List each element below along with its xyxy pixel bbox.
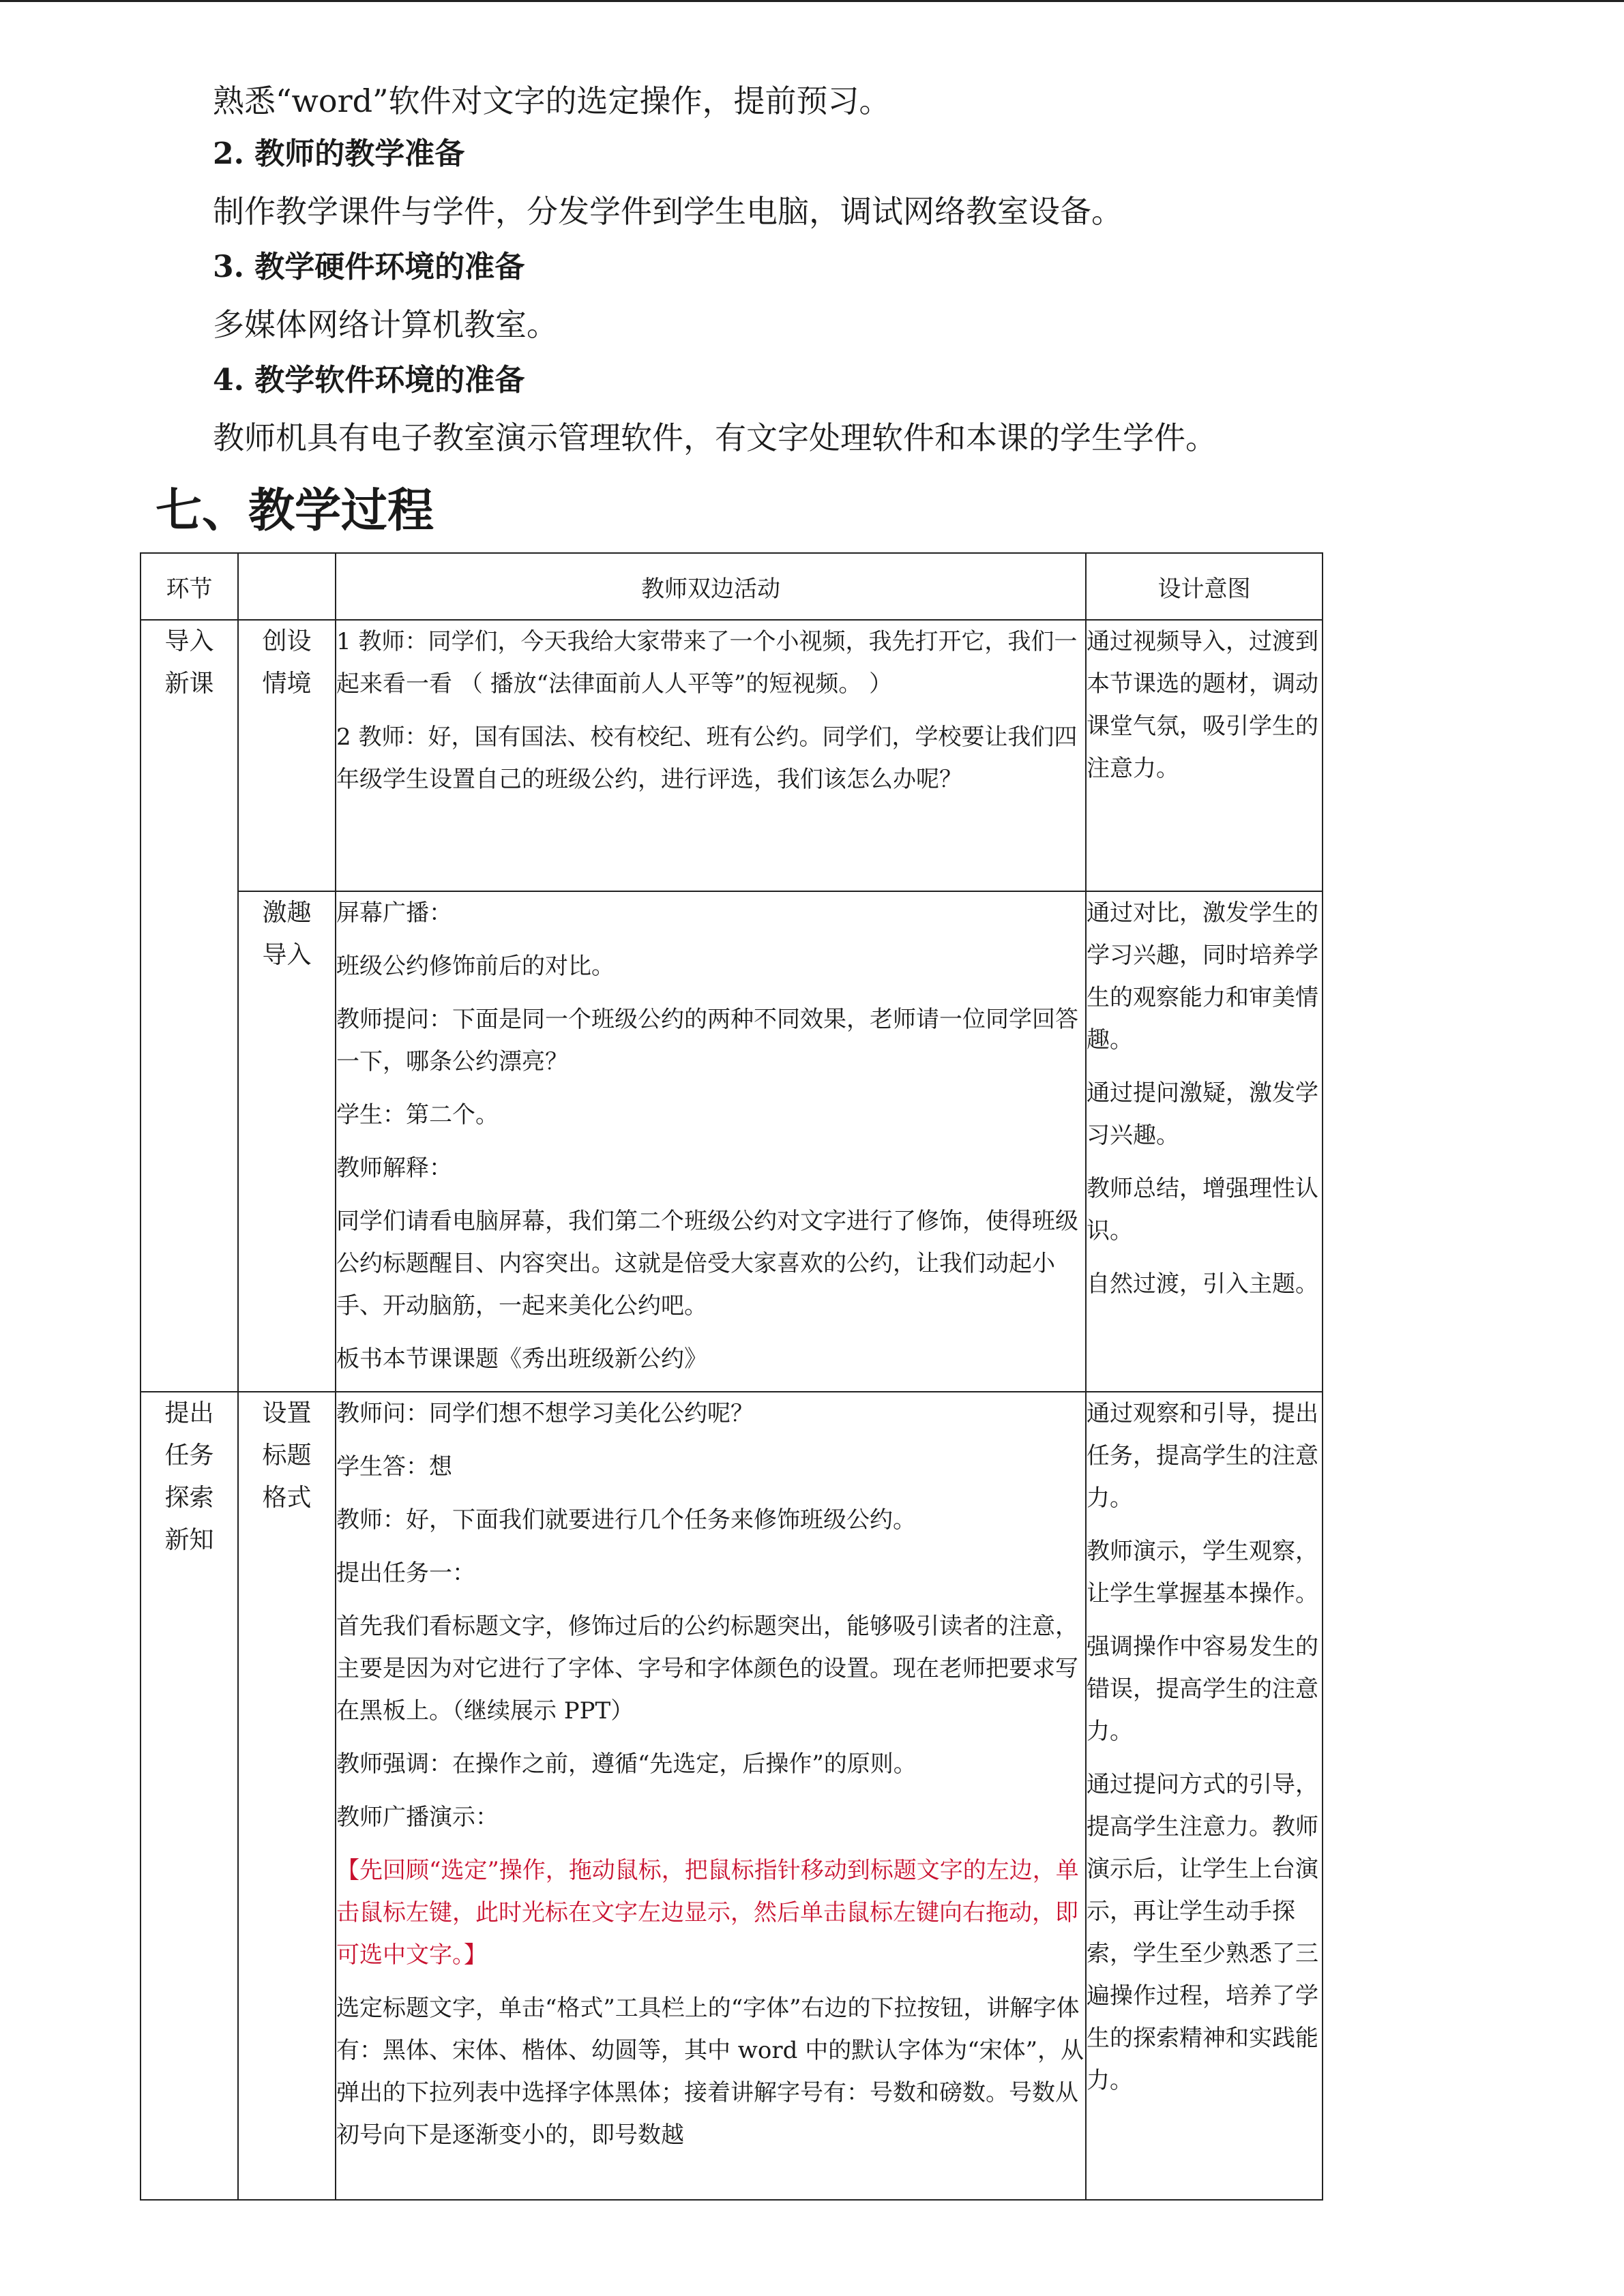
sub-text: 情境 — [262, 670, 312, 698]
intent-paragraph: 通过观察和引导，提出任务，提高学生的注意力。 — [1087, 1400, 1318, 1512]
intent-paragraph: 通过视频导入，过渡到本节课选的题材，调动课堂气氛，吸引学生的注意力。 — [1087, 628, 1318, 782]
activity-cell-3 — [336, 1392, 1086, 2200]
sub-text: 导入 — [262, 941, 312, 969]
heading-teacher-prep: 2. 教师的教学准备 — [213, 136, 465, 171]
stage-text: 探索 — [164, 1484, 214, 1512]
sub-text: 标题 — [262, 1442, 312, 1470]
sub-text: 设置 — [262, 1399, 312, 1427]
activity-paragraph: 教师提问：下面是同一个班级公约的两种不同效果，老师请一位同学回答一下，哪条公约漂亮？ — [336, 1006, 1078, 1075]
activity-paragraph: 学生：第二个。 — [336, 1101, 499, 1129]
intent-paragraph: 通过对比，激发学生的学习兴趣，同时培养学生的观察能力和审美情趣。 — [1087, 899, 1318, 1054]
table-row — [141, 620, 1323, 891]
activity-paragraph: 学生答：想 — [336, 1453, 452, 1480]
header-intent: 设计意图 — [1086, 553, 1323, 620]
activity-cell-2 — [336, 891, 1086, 1392]
activity-paragraph: 教师强调：在操作之前，遵循“先选定，后操作”的原则。 — [336, 1750, 917, 1778]
activity-paragraph: 1 教师：同学们，今天我给大家带来了一个小视频，我先打开它，我们一起来看一看 （ 播放“法律面前人人平等”的短视频。 ） — [336, 628, 1078, 698]
intent-paragraph: 教师演示，学生观察，让学生掌握基本操作。 — [1087, 1538, 1318, 1607]
table-row — [141, 1392, 1323, 2200]
heading-hardware-prep: 3. 教学硬件环境的准备 — [213, 250, 525, 284]
header-stage: 环节 — [141, 553, 238, 620]
stage-text: 提出 — [164, 1399, 214, 1427]
intent-paragraph: 强调操作中容易发生的错误，提高学生的注意力。 — [1087, 1633, 1318, 1745]
activity-paragraph: 教师：好，下面我们就要进行几个任务来修饰班级公约。 — [336, 1506, 916, 1534]
activity-paragraph: 选定标题文字，单击“格式”工具栏上的“字体”右边的下拉按钮，讲解字体有：黑体、宋体、楷体、幼圆等，其中 word 中的默认字体为“宋体”，从弹出的下拉列表中选择字体黑体；接着讲解字号有：号数和磅数。号数从初号向下是逐渐变小的，即号数越 — [336, 1995, 1084, 2149]
intent-cell-3 — [1086, 1392, 1323, 2200]
intent-paragraph: 教师总结，增强理性认识。 — [1087, 1175, 1318, 1244]
prep-line-4: 教师机具有电子教室演示管理软件，有文字处理软件和本课的学生学件。 — [213, 419, 1217, 456]
table-header-row — [141, 553, 1323, 620]
activity-cell-1 — [336, 620, 1086, 891]
header-sub — [238, 553, 336, 620]
activity-paragraph: 板书本节课课题《秀出班级新公约》 — [336, 1345, 707, 1373]
stage-text: 新课 — [164, 670, 214, 698]
sub-text: 格式 — [262, 1484, 312, 1512]
activity-paragraph: 提出任务一： — [336, 1560, 475, 1587]
intent-cell-1 — [1086, 620, 1323, 891]
activity-paragraph: 班级公约修饰前后的对比。 — [336, 953, 615, 980]
header-activity: 教师双边活动 — [336, 553, 1086, 620]
table-row — [141, 891, 1323, 1392]
intent-cell-2 — [1086, 891, 1323, 1392]
intent-paragraph: 通过提问方式的引导，提高学生注意力。教师演示后，让学生上台演示，再让学生动手探索，学生至少熟悉了三遍操作过程，培养了学生的探索精神和实践能力。 — [1087, 1771, 1318, 2094]
heading-software-prep: 4. 教学软件环境的准备 — [213, 363, 525, 398]
activity-paragraph: 2 教师：好，国有国法、校有校纪、班有公约。同学们，学校要让我们四年级学生设置自己的班级公约，进行评选，我们该怎么办呢？ — [336, 724, 1078, 793]
sub-cell-title-format — [238, 1392, 336, 2200]
sub-text: 创设 — [262, 627, 312, 655]
section-title: 七、教学过程 — [156, 484, 434, 538]
sub-text: 激趣 — [262, 899, 312, 927]
sub-cell-scenario — [238, 620, 336, 891]
teaching-process-table — [140, 552, 1323, 2201]
prep-line-3: 多媒体网络计算机教室。 — [213, 306, 558, 343]
activity-paragraph: 首先我们看标题文字，修饰过后的公约标题突出，能够吸引读者的注意，主要是因为对它进行了字体、字号和字体颜色的设置。现在老师把要求写在黑板上。（继续展示 PPT） — [336, 1613, 1078, 1725]
prep-line-2: 制作教学课件与学件，分发学件到学生电脑，调试网络教室设备。 — [213, 193, 1123, 230]
stage-cell-task — [141, 1392, 238, 2200]
activity-paragraph: 屏幕广播： — [336, 899, 452, 927]
activity-paragraph: 教师广播演示： — [336, 1804, 499, 1831]
sub-cell-motivate — [238, 891, 336, 1392]
stage-cell-intro — [141, 620, 238, 1392]
activity-paragraph: 教师解释： — [336, 1154, 452, 1182]
activity-paragraph: 教师问：同学们想不想学习美化公约呢？ — [336, 1400, 754, 1427]
prep-line-1: 熟悉“word”软件对文字的选定操作，提前预习。 — [213, 83, 891, 119]
intent-paragraph: 自然过渡，引入主题。 — [1087, 1270, 1318, 1298]
stage-text: 导入 — [164, 627, 214, 655]
stage-text: 任务 — [164, 1442, 214, 1470]
stage-text: 新知 — [164, 1526, 214, 1554]
highlighted-instruction: 【先回顾“选定”操作，拖动鼠标，把鼠标指针移动到标题文字的左边，单击鼠标左键，此时光标在文字左边显示，然后单击鼠标左键向右拖动，即可选中文字。】 — [336, 1857, 1079, 1969]
intent-paragraph: 通过提问激疑，激发学习兴趣。 — [1087, 1079, 1318, 1149]
top-border-line — [0, 0, 1624, 2]
activity-paragraph: 同学们请看电脑屏幕，我们第二个班级公约对文字进行了修饰，使得班级公约标题醒目、内容突出。这就是倍受大家喜欢的公约，让我们动起小手、开动脑筋，一起来美化公约吧。 — [336, 1208, 1078, 1320]
